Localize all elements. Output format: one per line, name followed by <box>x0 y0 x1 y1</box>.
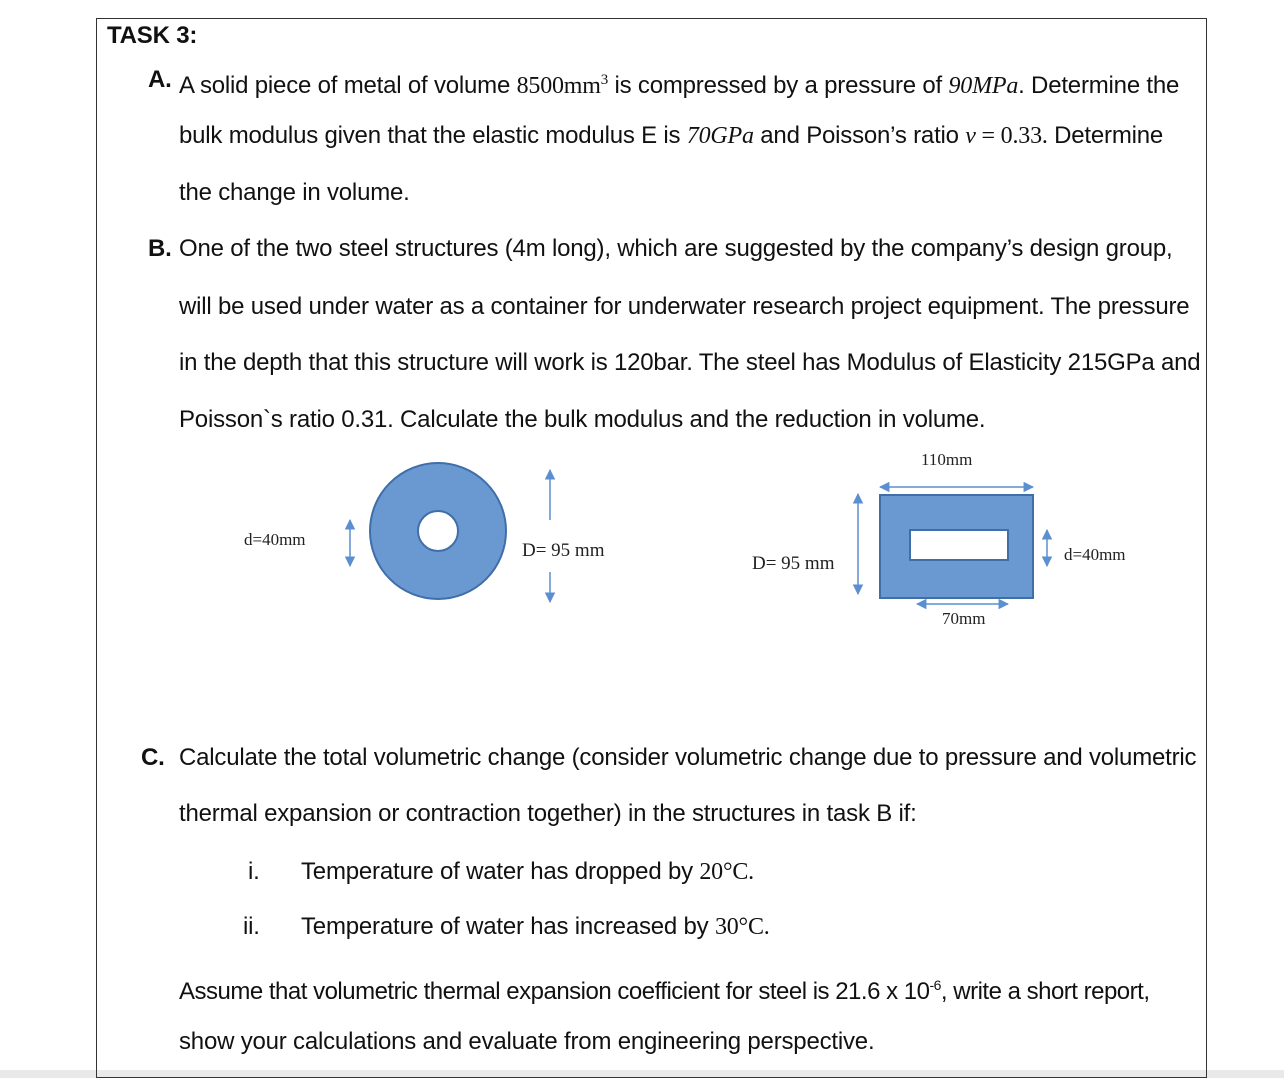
rect-inner-height-label: d=40mm <box>1064 545 1126 564</box>
item-text: Temperature of water has increased by <box>301 913 715 940</box>
part-a-text: A solid piece of metal of volume <box>179 72 517 99</box>
assumption-text: , write a short report, <box>940 978 1150 1005</box>
list-item-number: i. <box>248 858 260 885</box>
ring-outer-diameter-label: D= 95 mm <box>522 540 605 561</box>
ring-inner-diameter-label: d=40mm <box>244 530 306 549</box>
rect-height-label: D= 95 mm <box>752 553 835 574</box>
part-a-text: Determine <box>1047 122 1164 149</box>
final-line: show your calculations and evaluate from engineering perspective. <box>179 1028 875 1055</box>
part-c-label: C. <box>141 744 165 771</box>
elastic-modulus-value: 70GPa <box>686 123 754 149</box>
temperature-rise-value: 30°C. <box>714 914 770 940</box>
part-c-line-2: thermal expansion or contraction together) in the structures in task B if: <box>179 800 917 827</box>
temperature-drop-value: 20°C. <box>699 859 754 885</box>
assumption-line <box>179 971 1149 1006</box>
part-b-line: Poisson`s ratio 0.31. Calculate the bulk modulus and the reduction in volume. <box>179 406 986 433</box>
list-item-number: ii. <box>243 913 260 940</box>
item-text: Temperature of water has dropped by <box>301 858 700 885</box>
part-a-text: bulk modulus given that the elastic modulus E is <box>179 122 687 149</box>
part-c-line-1: Calculate the total volumetric change (consider volumetric change due to pressure and volumetric <box>179 744 1197 771</box>
rect-width-label: 110mm <box>921 450 973 469</box>
part-b-label: B. <box>148 235 172 262</box>
part-a-text: . Determine the <box>1018 72 1180 99</box>
list-item-text <box>301 913 770 941</box>
assumption-text: Assume that volumetric thermal expansion coefficient for steel is 21.6 x 10 <box>179 978 930 1005</box>
poisson-value: = 0.33. <box>975 123 1048 149</box>
part-b-line: in the depth that this structure will work is 120bar. The steel has Modulus of Elasticity 215GPa and <box>179 349 1201 376</box>
rect-hole <box>910 530 1008 560</box>
ring-hole <box>418 511 458 551</box>
rect-inner-width-label: 70mm <box>942 609 986 628</box>
part-a-label: A. <box>148 66 172 93</box>
part-b-line: will be used under water as a container for underwater research project equipment. The pressure <box>179 293 1190 320</box>
part-a-line-3: the change in volume. <box>179 179 410 206</box>
exponent: -6 <box>929 977 941 993</box>
poisson-symbol: v <box>965 123 976 149</box>
pressure-value: 90MPa <box>948 73 1019 99</box>
part-b-line: One of the two steel structures (4m long), which are suggested by the company’s design group, <box>179 235 1173 262</box>
volume-value: $8500mm^3$ <box>516 72 609 99</box>
task-title: TASK 3: <box>107 22 198 49</box>
part-a-text: is compressed by a pressure of <box>608 72 949 99</box>
list-item-text <box>301 858 754 886</box>
part-a-text: and Poisson’s ratio <box>753 122 966 149</box>
